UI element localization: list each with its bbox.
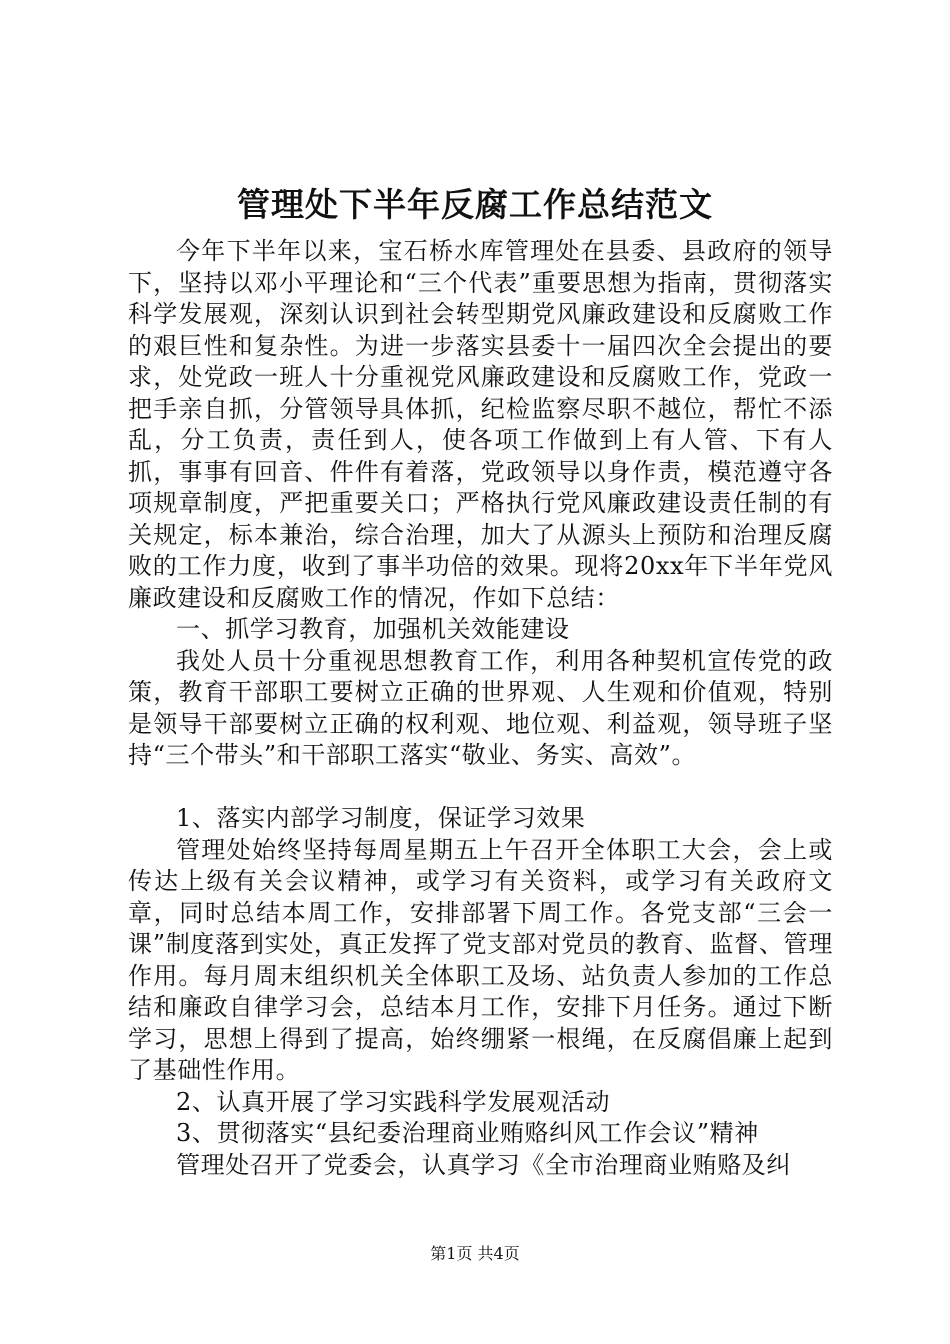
subsection-heading-3: 3、贯彻落实“县纪委治理商业贿赂纠风工作会议”精神 — [176, 1119, 759, 1147]
document-body — [128, 236, 833, 1181]
subsection-1-paragraph: 管理处始终坚持每周星期五上午召开全体职工大会，会上或传达上级有关会议精神，或学习有关资料，或学习有关政府文章，同时总结本周工作，安排部署下周工作。各党支部“三会一课”制度落到实处，真正发挥了党支部对党员的教育、监督、管理作用。每月周末组织机关全体职工及场、站负责人参加的工作总结和廉政自律学习会，总结本月工作，安排下月任务。通过下断学习，思想上得到了提高，始终绷紧一根绳，在反腐倡廉上起到了基础性作用。 — [128, 835, 833, 1084]
document-title: 管理处下半年反腐工作总结范文 — [237, 185, 713, 224]
subsection-heading-1: 1、落实内部学习制度，保证学习效果 — [176, 804, 586, 832]
subsection-heading-2: 2、认真开展了学习实践科学发展观活动 — [176, 1087, 611, 1116]
intro-paragraph: 今年下半年以来，宝石桥水库管理处在县委、县政府的领导下，坚持以邓小平理论和“三个代表”重要思想为指南，贯彻落实科学发展观，深刻认识到社会转型期党风廉政建设和反腐败工作的艰巨性和复杂性。为进一步落实县委十一届四次全会提出的要求，处党政一班人十分重视党风廉政建设和反腐败工作，党政一把手亲自抓，分管领导具体抓，纪检监察尽职不越位，帮忙不添乱，分工负责，责任到人，使各项工作做到上有人管、下有人抓，事事有回音、件件有着落，党政领导以身作责，模范遵守各项规章制度，严把重要关口；严格执行党风廉政建设责任制的有关规定，标本兼治，综合治理，加大了从源头上预防和治理反腐败的工作力度，收到了事半功倍的效果。现将20xx年下半年党风廉政建设和反腐败工作的情况，作如下总结： — [128, 237, 833, 612]
subsection-3-paragraph: 管理处召开了党委会，认真学习《全市治理商业贿赂及纠 — [176, 1150, 791, 1179]
page-number: 第1页 共4页 — [430, 1244, 520, 1263]
section-1-paragraph: 我处人员十分重视思想教育工作，利用各种契机宣传党的政策，教育干部职工要树立正确的世界观、人生观和价值观，特别是领导干部要树立正确的权利观、地位观、利益观，领导班子坚持“三个带头”和干部职工落实“敬业、务实、高效”。 — [128, 646, 833, 769]
section-heading-1: 一、抓学习教育，加强机关效能建设 — [176, 615, 570, 643]
